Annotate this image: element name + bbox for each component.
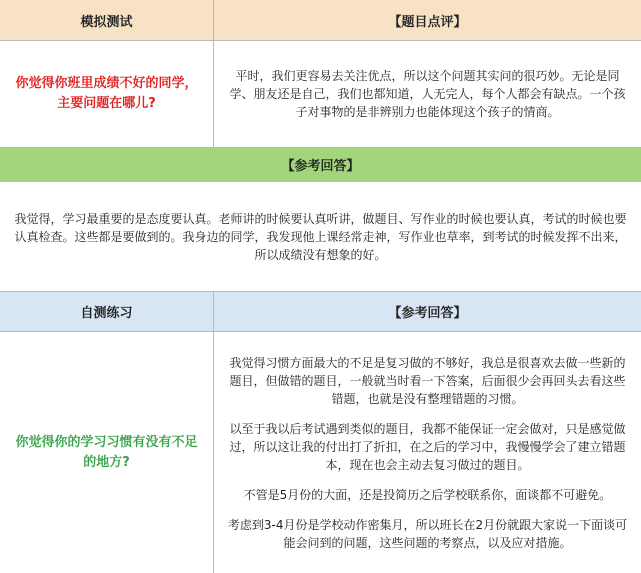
reference-answer-header: 【参考回答】 [281, 159, 360, 174]
self-test-header-cell [0, 292, 214, 331]
question-1-text: 你觉得你班里成绩不好的同学，主要问题在哪儿? [15, 76, 198, 111]
question-cell-2 [0, 332, 214, 573]
question-row-2 [0, 332, 641, 573]
mock-test-header: 模拟测试 [80, 14, 133, 30]
mock-test-header-cell [0, 0, 214, 40]
review-cell-1 [214, 41, 641, 147]
self-test-header: 自测练习 [80, 306, 133, 321]
answer-cell-1 [0, 182, 641, 291]
answer-2-paragraph: 不管是5月份的大面，还是投简历之后学校联系你，面谈都不可避免。 [243, 487, 612, 502]
review-1-text: 平时，我们更容易去关注优点，所以这个问题其实问的很巧妙。无论是同学、朋友还是自己，我们也都知道，人无完人，每个人都会有缺点。一个孩子对事物的是非辨别力也能体现这个孩子的情商。 [229, 69, 626, 119]
question-row-1 [0, 41, 641, 148]
answer-2-paragraph: 我觉得习惯方面最大的不足是复习做的不够好，我总是很喜欢去做一些新的题目，但做错的题目，一般就当时看一下答案，后面很少会再回头去看这些错题，也就是没有整理错题的习惯。 [229, 355, 626, 406]
reference-answer-header-cell [0, 148, 641, 181]
header-row-self-test [0, 292, 641, 332]
answer-2-paragraph: 考虑到3-4月份是学校动作密集月，所以班长在2月份就跟大家说一下面谈可能会问到的问题，这些问题的考察点，以及应对措施。 [227, 517, 628, 550]
header-row-mock-test [0, 0, 641, 41]
header-row-reference-answer [0, 148, 641, 182]
reference-answer-2-header-cell [214, 292, 641, 331]
reference-answer-2-header: 【参考回答】 [388, 306, 467, 321]
answer-2-paragraph: 以至于我以后考试遇到类似的题目，我都不能保证一定会做对，只是感觉做过，所以这让我的付出打了折扣，在之后的学习中，我慢慢学会了建立错题本，现在也会主动去复习做过的题目。 [229, 421, 626, 472]
answer-row-1 [0, 182, 641, 292]
question-2-text: 你觉得你的学习习惯有没有不足的地方? [15, 434, 198, 470]
answer-1-text: 我觉得，学习最重要的是态度要认真。老师讲的时候要认真听讲，做题目、写作业的时候也要认真，考试的时候也要认真检查。这些都是要做到的。我身边的同学，我发现他上课经常走神，写作业也草率，到考试的时候发挥不出来，所以成绩没有想象的好。 [14, 211, 627, 262]
answer-2-block [214, 354, 641, 552]
review-header-cell [214, 0, 641, 40]
question-cell-1 [0, 41, 214, 147]
review-header: 【题目点评】 [388, 14, 467, 30]
answer-cell-2 [214, 332, 641, 573]
